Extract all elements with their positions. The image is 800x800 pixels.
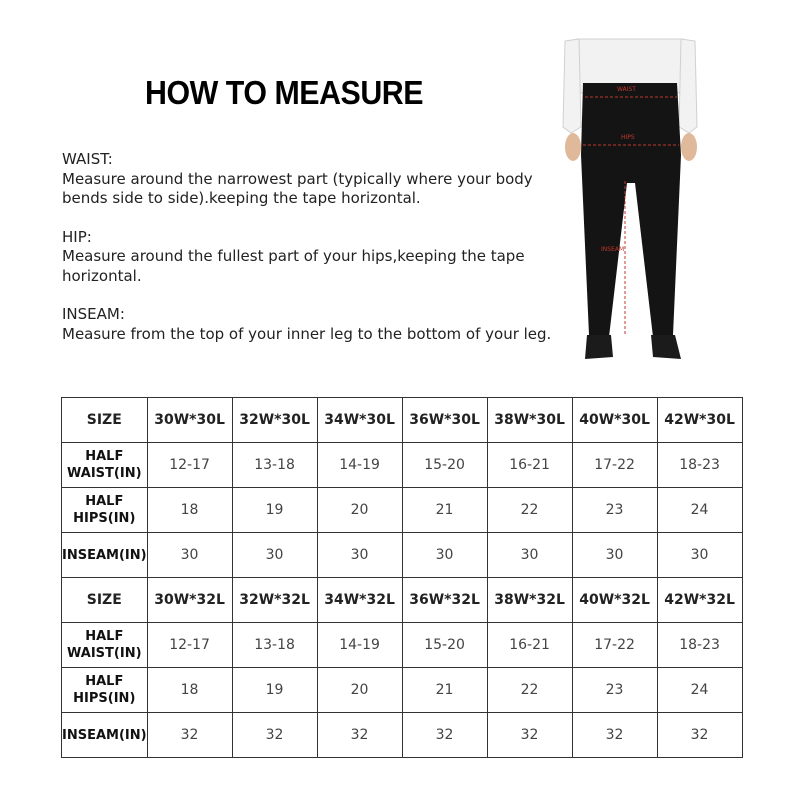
- measurement-value-cell: 13-18: [232, 443, 317, 488]
- measurement-value-cell: 14-19: [317, 443, 402, 488]
- measurement-value-cell: 24: [657, 668, 742, 713]
- size-chart-table: [61, 397, 743, 758]
- hips-figure-label: HIPS: [621, 134, 635, 141]
- instruction-heading: INSEAM:: [62, 305, 125, 323]
- measurement-value-cell: 16-21: [487, 443, 572, 488]
- size-header-cell: 32W*30L: [232, 398, 317, 443]
- measurement-label-cell: [62, 713, 148, 758]
- measurement-value-cell: 18: [147, 488, 232, 533]
- size-header-cell: 40W*32L: [572, 578, 657, 623]
- measurement-value-cell: 20: [317, 488, 402, 533]
- size-header-cell: 30W*30L: [147, 398, 232, 443]
- size-header-cell: 30W*32L: [147, 578, 232, 623]
- measurement-label-line: HIPS(IN): [73, 511, 136, 526]
- size-header-cell: 42W*30L: [657, 398, 742, 443]
- waist-instruction: [62, 150, 552, 209]
- measurement-label-line: HALF: [85, 494, 124, 509]
- measurement-value-cell: 21: [402, 488, 487, 533]
- measure-instructions: [62, 150, 552, 363]
- measurement-label-cell: [62, 443, 148, 488]
- table-row: [62, 443, 743, 488]
- measurement-value-cell: 22: [487, 488, 572, 533]
- measurement-value-cell: 32: [232, 713, 317, 758]
- measurement-value-cell: 16-21: [487, 623, 572, 668]
- hip-instruction: [62, 228, 552, 287]
- instruction-heading: WAIST:: [62, 150, 113, 168]
- measurement-label-line: HALF: [85, 674, 124, 689]
- measurement-label-cell: [62, 488, 148, 533]
- measurement-value-cell: 19: [232, 668, 317, 713]
- pants-shape: [581, 83, 681, 337]
- measurement-value-cell: 21: [402, 668, 487, 713]
- inseam-instruction: [62, 305, 552, 344]
- measurement-value-cell: 32: [572, 713, 657, 758]
- right-hand-shape: [681, 133, 697, 161]
- measurement-value-cell: 30: [487, 533, 572, 578]
- size-header-cell: 42W*32L: [657, 578, 742, 623]
- measurement-value-cell: 23: [572, 488, 657, 533]
- measurement-label-line: INSEAM(IN): [62, 727, 147, 743]
- table-row: [62, 668, 743, 713]
- measurement-value-cell: 30: [317, 533, 402, 578]
- size-header-cell: 34W*30L: [317, 398, 402, 443]
- instruction-text: Measure around the narrowest part (typically where your body bends side to side).keeping the tape horizontal.: [62, 169, 533, 207]
- measurement-value-cell: 30: [402, 533, 487, 578]
- measurement-label-line: HIPS(IN): [73, 691, 136, 706]
- measurement-value-cell: 14-19: [317, 623, 402, 668]
- measurement-value-cell: 30: [232, 533, 317, 578]
- left-shoe-shape: [585, 335, 613, 359]
- size-header-row: [62, 398, 743, 443]
- measurement-value-cell: 18-23: [657, 623, 742, 668]
- measurement-value-cell: 19: [232, 488, 317, 533]
- measurement-label-line: HALF: [85, 629, 124, 644]
- measurement-value-cell: 13-18: [232, 623, 317, 668]
- inseam-figure-label: INSEAM: [601, 246, 625, 253]
- measurement-value-cell: 30: [572, 533, 657, 578]
- size-header-cell: 32W*32L: [232, 578, 317, 623]
- measurement-label-line: INSEAM(IN): [62, 547, 147, 563]
- measurement-value-cell: 15-20: [402, 443, 487, 488]
- measurement-value-cell: 23: [572, 668, 657, 713]
- pants-model-illustration: [555, 35, 705, 365]
- instruction-heading: HIP:: [62, 227, 92, 246]
- table-row: [62, 488, 743, 533]
- left-hand-shape: [565, 133, 581, 161]
- measurement-value-cell: 17-22: [572, 443, 657, 488]
- left-arm-shape: [563, 39, 581, 133]
- table-row: [62, 713, 743, 758]
- size-label-cell: SIZE: [62, 578, 148, 623]
- measurement-value-cell: 32: [487, 713, 572, 758]
- measurement-label-line: WAIST(IN): [67, 466, 142, 481]
- size-header-cell: 38W*30L: [487, 398, 572, 443]
- size-label-cell: SIZE: [62, 398, 148, 443]
- measurement-value-cell: 22: [487, 668, 572, 713]
- measurement-value-cell: 18: [147, 668, 232, 713]
- size-header-cell: 36W*32L: [402, 578, 487, 623]
- measurement-value-cell: 24: [657, 488, 742, 533]
- table-row: [62, 623, 743, 668]
- measurement-value-cell: 32: [317, 713, 402, 758]
- instruction-text: Measure around the fullest part of your hips,keeping the tape horizontal.: [62, 247, 525, 285]
- size-header-row: [62, 578, 743, 623]
- measurement-label-cell: [62, 623, 148, 668]
- size-header-cell: 40W*30L: [572, 398, 657, 443]
- measurement-value-cell: 17-22: [572, 623, 657, 668]
- measurement-value-cell: 32: [147, 713, 232, 758]
- measurement-value-cell: 15-20: [402, 623, 487, 668]
- page-title: HOW TO MEASURE: [145, 74, 424, 111]
- measurement-value-cell: 30: [147, 533, 232, 578]
- measurement-value-cell: 12-17: [147, 623, 232, 668]
- measurement-value-cell: 12-17: [147, 443, 232, 488]
- measurement-label-cell: [62, 533, 148, 578]
- size-header-cell: 34W*32L: [317, 578, 402, 623]
- right-arm-shape: [679, 39, 697, 133]
- model-figure: [555, 35, 705, 365]
- size-header-cell: 36W*30L: [402, 398, 487, 443]
- measurement-value-cell: 30: [657, 533, 742, 578]
- measurement-label-line: HALF: [85, 449, 124, 464]
- right-shoe-shape: [651, 335, 681, 359]
- measurement-label-line: WAIST(IN): [67, 646, 142, 661]
- measurement-value-cell: 20: [317, 668, 402, 713]
- measurement-value-cell: 32: [402, 713, 487, 758]
- size-header-cell: 38W*32L: [487, 578, 572, 623]
- table-row: [62, 533, 743, 578]
- measurement-label-cell: [62, 668, 148, 713]
- waist-figure-label: WAIST: [617, 86, 636, 93]
- instruction-text: Measure from the top of your inner leg to the bottom of your leg.: [62, 324, 552, 343]
- measurement-value-cell: 32: [657, 713, 742, 758]
- measurement-value-cell: 18-23: [657, 443, 742, 488]
